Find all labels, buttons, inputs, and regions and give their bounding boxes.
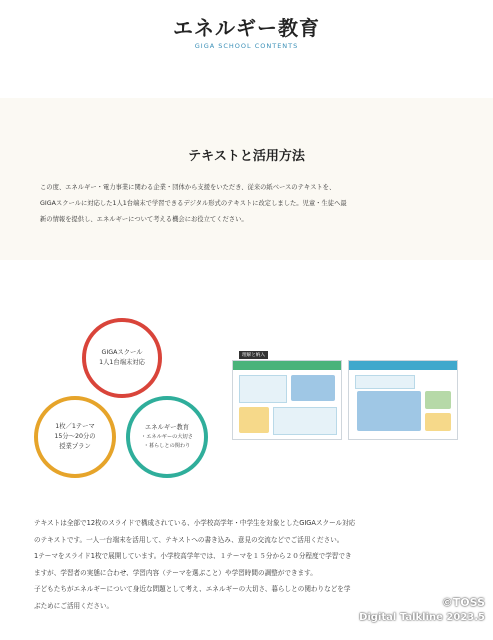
description-line: 1テーマをスライド1枚で展開しています。小学校高学年では、１テーマを１５分から２０分程度で学習でき [34,552,352,560]
slide-preview-image [232,360,342,440]
description-line: ぶためにご活用ください。 [34,601,114,610]
feature-text: エネルギー教育 [144,424,190,431]
slide-illustration [239,407,269,433]
description-line: テキストは全部で12枚のスライドで構成されている、小学校高学年・中学生を対象としたGIGAスクール対応 [34,519,356,527]
page-subtitle: GIGA SCHOOL CONTENTS [194,42,299,50]
description-line: 子どもたちがエネルギーについて身近な問題として考え、エネルギーの大切さ、暮らしとの関わりなどを学 [34,585,351,593]
slide-text-block [273,407,337,435]
site-header [0,0,493,98]
feature-text: ・暮らしとの関わり [143,443,191,449]
page-title: エネルギー教育 [173,16,320,40]
slide-previews [230,346,460,444]
feature-text: 1人1台端末対応 [99,359,145,366]
feature-text: ・エネルギーの大切さ [141,434,193,440]
feature-text: 授業プラン [59,443,91,450]
feature-circle-energy-education [126,396,208,478]
description-line: ますが、学習者の実態に合わせ、学習内容（テーマを選ぶこと）や学習時間の調整ができます。 [34,568,317,577]
intro-section [0,98,493,260]
copyright-line: ©TOSS [441,596,485,609]
copyright-watermark [359,596,485,623]
slide-header-bar [349,361,457,370]
intro-text [40,180,465,228]
slide-header-bar [233,361,341,370]
intro-line: 新の情報を提供し、エネルギーについて考える機会にお役立てください。 [40,216,248,223]
feature-circle-giga [82,318,162,398]
feature-text: 1枚／1テーマ [55,423,95,430]
description-line: のテキストです。一人一台端末を活用して、テキストへの書き込み、意見の交流などでご活用ください。 [34,535,344,544]
slide-text-block [239,375,287,403]
slide-tag: 理解と納入 [239,351,268,359]
slide-illustration [425,413,451,431]
slide-illustration [291,375,335,401]
feature-circle-lesson-plan [34,396,116,478]
intro-heading: テキストと活用方法 [188,149,305,164]
slide-illustration [357,391,421,431]
feature-text: 15分〜20分の [54,433,96,440]
slide-illustration [425,391,451,409]
intro-line: GIGAスクールに対応した1人1台端末で学習できるデジタル形式のテキストに改定しました。児童・生徒へ最 [40,200,347,207]
slide-preview-image [348,360,458,440]
intro-line: この度、エネルギー・電力事業に関わる企業・団体から支援をいただき、従来の紙ベースのテキストを、 [40,184,336,191]
slide-text-block [355,375,415,389]
copyright-line: Digital Talkline 2023.5 [359,612,485,623]
feature-text: GIGAスクール [101,349,143,356]
